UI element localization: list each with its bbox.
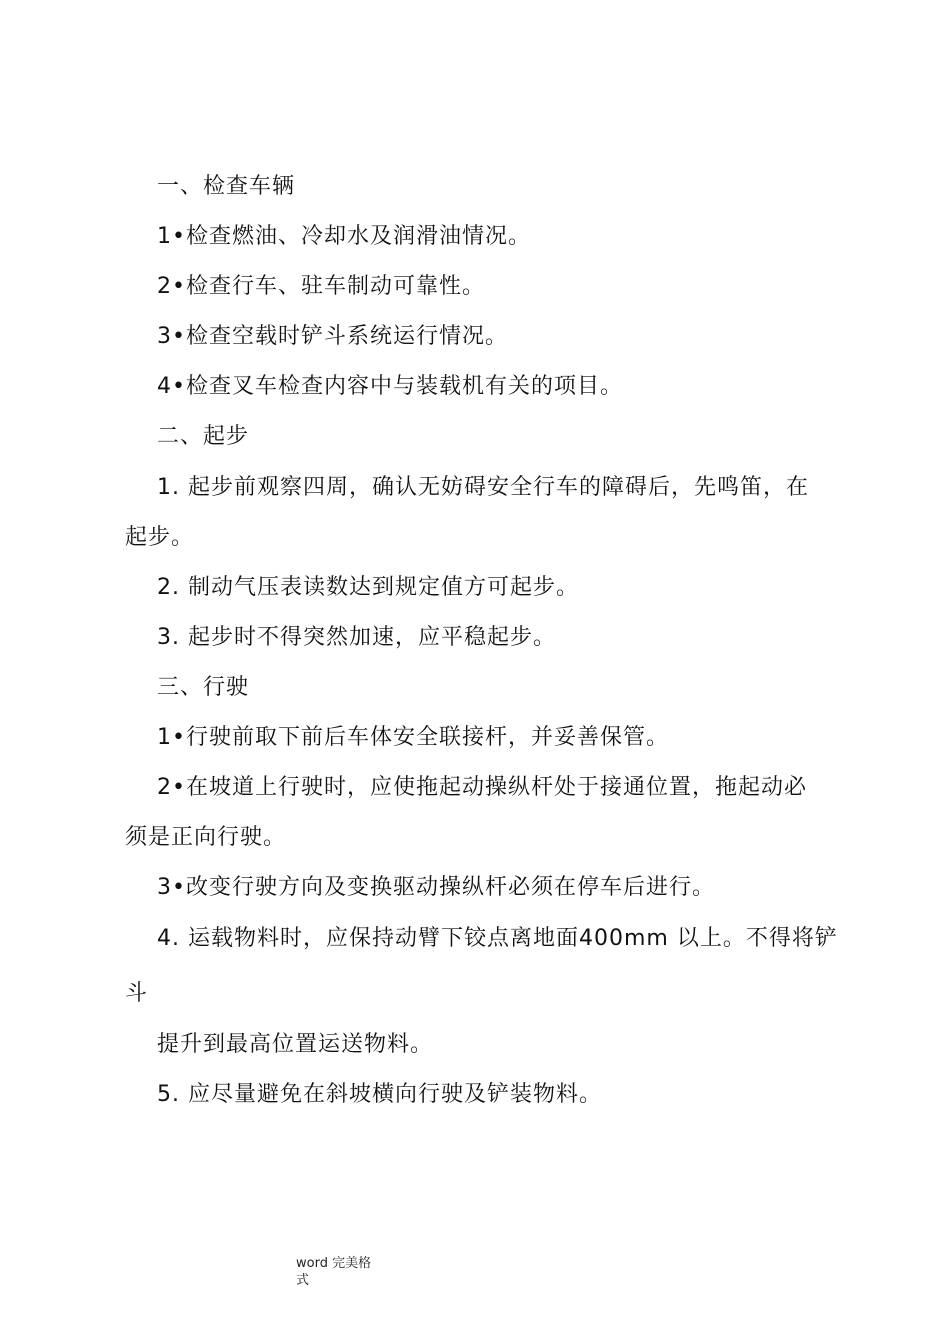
text-line: 3•检查空载时铲斗系统运行情况。 [157,324,508,349]
text-line: 起步。 [125,525,195,550]
text-line: 1•检查燃油、冷却水及润滑油情况。 [157,224,531,249]
text-line: 1•行驶前取下前后车体安全联接杆，并妥善保管。 [157,725,669,750]
text-line: 须是正向行驶。 [125,825,287,850]
text-line: 斗 [125,981,149,1006]
text-line: 2•在坡道上行驶时，应使拖起动操纵杆处于接通位置，拖起动必 [157,775,807,800]
text-line: 4•检查叉车检查内容中与装载机有关的项目。 [157,374,623,399]
text-line: 4. 运载物料时，应保持动臂下铰点离地面400mm 以上。不得将铲 [157,926,838,951]
section-heading-inspect: 一、检查车辆 [157,174,296,199]
text-line: 2•检查行车、驻车制动可靠性。 [157,274,485,299]
section-heading-start: 二、起步 [157,424,250,449]
footer-text: 式 [296,1273,310,1288]
section-heading-driving: 三、行驶 [157,675,250,700]
text-line: 2. 制动气压表读数达到规定值方可起步。 [157,575,579,600]
text-line: 3•改变行驶方向及变换驱动操纵杆必须在停车后进行。 [157,875,715,900]
text-line: 提升到最高位置运送物料。 [157,1032,434,1057]
footer-text: word 完美格 [296,1256,372,1271]
text-line: 5. 应尽量避免在斜坡横向行驶及铲装物料。 [157,1082,602,1107]
text-line: 1. 起步前观察四周，确认无妨碍安全行车的障碍后，先鸣笛，在 [157,475,809,500]
text-line: 3. 起步时不得突然加速，应平稳起步。 [157,625,556,650]
